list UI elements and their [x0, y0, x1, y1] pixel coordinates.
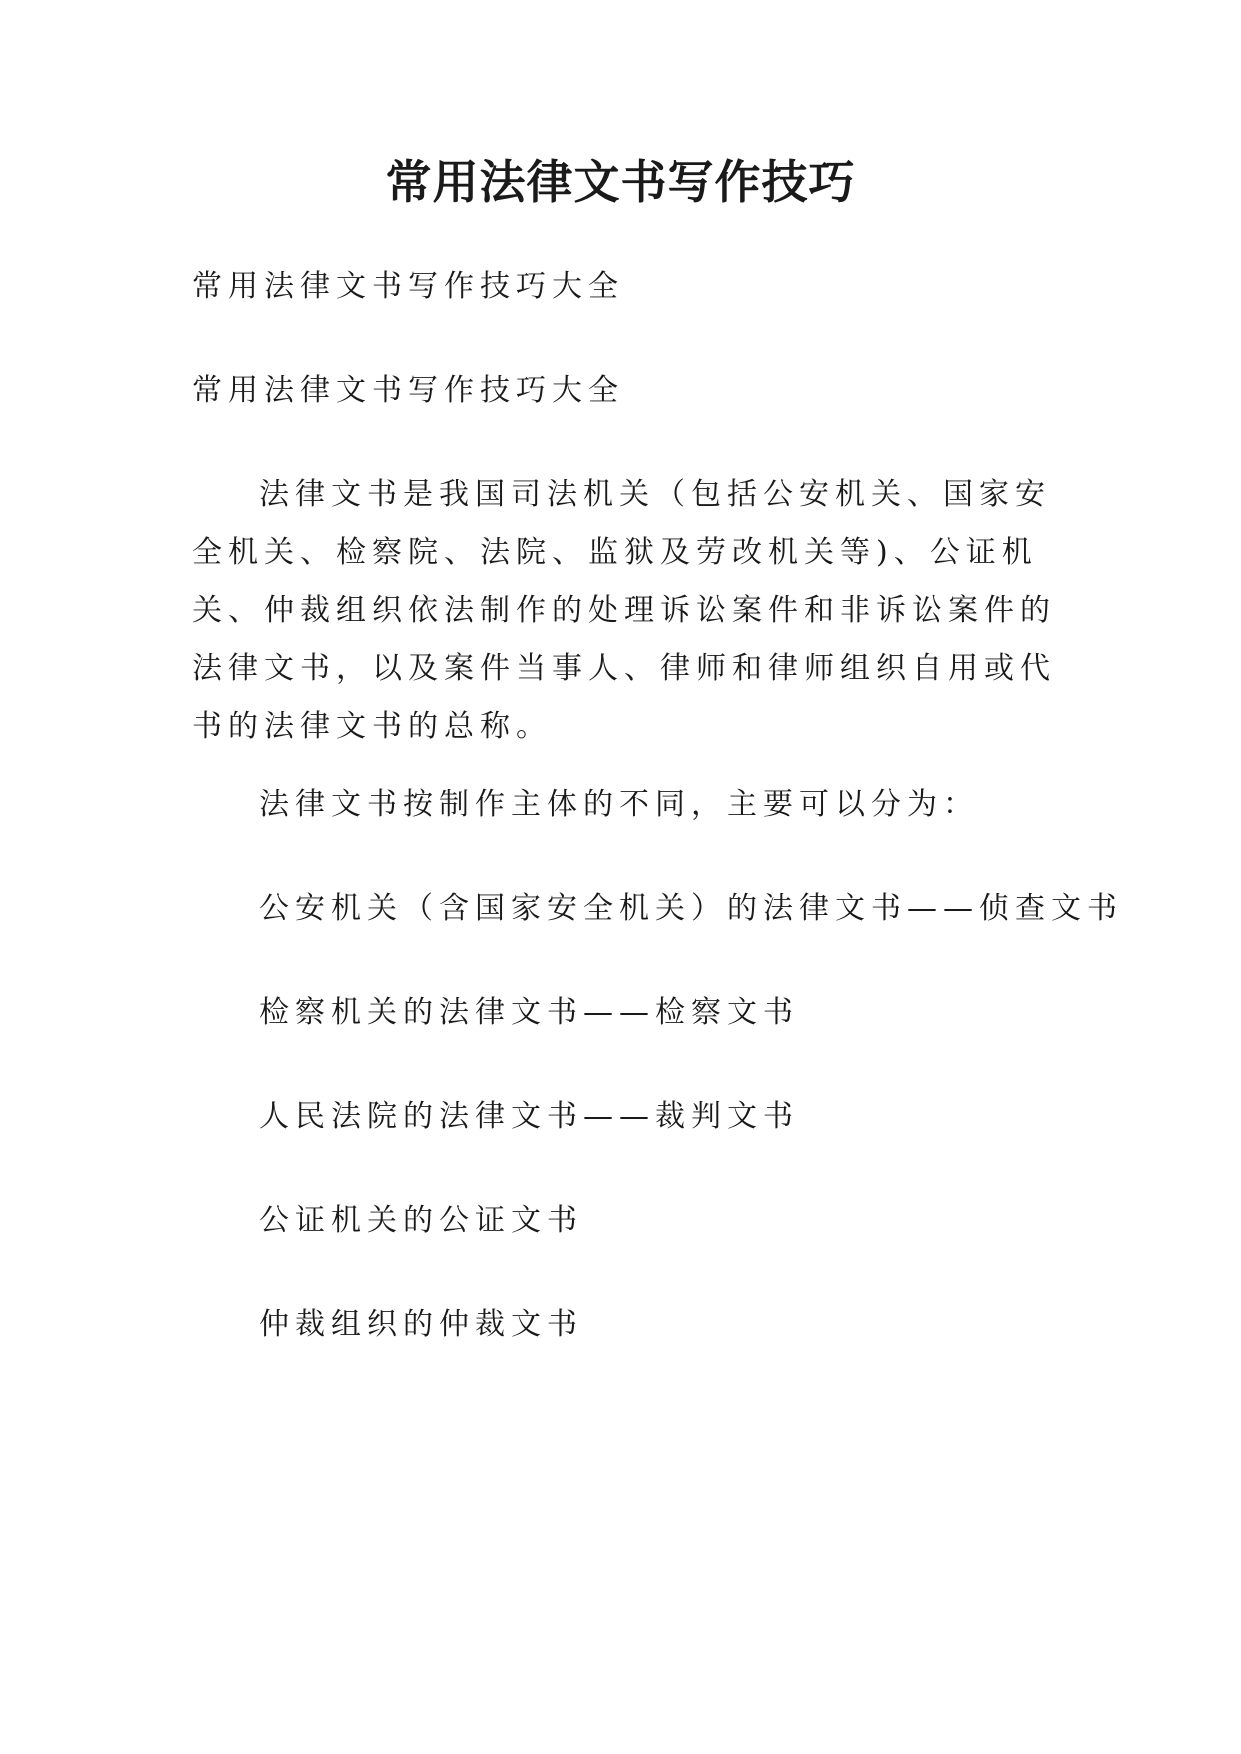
category-item: 仲裁组织的仲裁文书 — [259, 1307, 583, 1342]
category-item: 公安机关（含国家安全机关）的法律文书——侦查文书 — [259, 891, 1123, 926]
definition-paragraph: 法律文书是我国司法机关（包括公安机关、国家安全机关、检察院、法院、监狱及劳改机关等)、公证机关、仲裁组织依法制作的处理诉讼案件和非诉讼案件的法律文书，以及案件当事人、律师和律师组织自用或代书的法律文书的总称。 — [192, 477, 1056, 744]
category-item: 检察机关的法律文书——检察文书 — [259, 995, 799, 1030]
category-item: 公证机关的公证文书 — [259, 1203, 583, 1238]
subtitle-line-2: 常用法律文书写作技巧大全 — [192, 373, 624, 408]
category-item: 人民法院的法律文书——裁判文书 — [259, 1099, 799, 1134]
document-title: 常用法律文书写作技巧 — [385, 155, 856, 209]
classification-intro-paragraph: 法律文书按制作主体的不同，主要可以分为： — [259, 787, 979, 822]
subtitle-line-1: 常用法律文书写作技巧大全 — [192, 269, 624, 304]
